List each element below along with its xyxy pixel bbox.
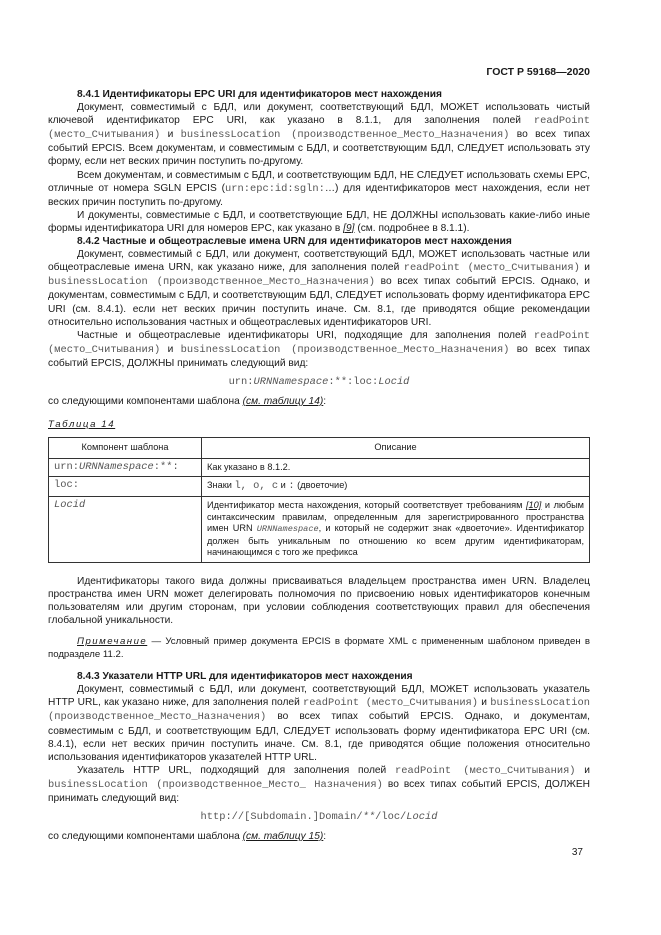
column-header: Описание [202, 438, 590, 459]
paragraph: Частные и общеотраслевые идентификаторы URI, подходящие для заполнения полей readPoint (место_Считывания) и businessLocation (производственное_Место_Назначения) во всех типах событий EPCIS, ДОЛЖНЫ принимать следующий вид: [48, 329, 590, 369]
table-row [49, 497, 590, 563]
column-header: Компонент шаблона [49, 438, 202, 459]
component-cell: Locid [49, 497, 202, 563]
paragraph: Указатель HTTP URL, подходящий для заполнения полей readPoint (место_Считывания) и businessLocation (производственное_Место_ Назначения) во всех типах событий EPCIS, ДОЛЖЕН принимать следующий вид: [48, 764, 590, 805]
paragraph: Документ, совместимый с БДЛ, или документ, соответствующий БДЛ, МОЖЕТ использовать чистый ключевой идентификатор EPC URI, как указано в 8.1.1, для заполнения полей readPoint (место_Считывания) и businessLocation (производственное_Место_Назначения) во всех типах событий EPCIS. Всем документам, и совместимым с БДЛ, и соответствующим БДЛ, СЛЕДУЕТ использовать эту форму, если нет веских причин поступить по-другому. [48, 102, 590, 168]
paragraph: Всем документам, и совместимым с БДЛ, и соответствующим БДЛ, НЕ СЛЕДУЕТ использовать схемы EPC, отличные от номера SGLN EPCIS (urn:epc:id:sgln:…) для идентификаторов мест нахождения, если нет веских причин поступить по-другому. [48, 169, 591, 208]
table-caption: Таблица 14 [48, 419, 116, 431]
component-cell: urn:URNNamespace:**: [49, 458, 202, 477]
table-header-row [49, 438, 590, 459]
page-number: 37 [571, 847, 583, 858]
page-body [48, 88, 590, 843]
table-row [49, 458, 590, 477]
http-url-template: http://[Subdomain.]Domain/**/loc/Locid [200, 811, 438, 824]
component-cell: loc: [49, 477, 202, 497]
description-cell: Как указано в 8.1.2. [202, 458, 590, 477]
paragraph: Документ, совместимый с БДЛ, или документ, соответствующий БДЛ, МОЖЕТ использовать частные или общеотраслевые имена URN, как указано ниже, для заполнения полей readPoint (место_Считывания) и businessLocation (производственное_Место_Назначения) во всех типах событий EPCIS. Однако, и документам, совместимым с БДЛ, и соответствующим БДЛ, СЛЕДУЕТ использовать форму идентификатора EPC URI (см. 8.4.1). если нет веских причин поступить иначе. См. 8.1, где приводятся общие рекомендации относительно использования частных и общеотраслевых идентификаторов URI. [48, 249, 590, 328]
note: Примечание — Условный пример документа EPCIS в формате XML с примененным шаблоном приведен в подразделе 11.2. [48, 636, 590, 660]
section-heading-8-4-1: 8.4.1 Идентификаторы EPC URI для идентификаторов мест нахождения [77, 89, 442, 100]
description-cell: Знаки l, o, c и : (двоеточие) [202, 477, 590, 497]
paragraph: Идентификаторы такого вида должны присваиваться владельцем пространства имен URN. Владелец пространства имен URN может делегировать полномочия по присвоению новых идентификаторов конечным пользователям или другим сторонам, при условии соблюдения соответствующих правил для обеспечения глобальной уникальности. [48, 576, 590, 627]
table-reference[interactable]: (см. таблицу 15) [242, 831, 324, 843]
urn-template: urn:URNNamespace:**:loc:Locid [228, 375, 410, 388]
paragraph: И документы, совместимые с БДЛ, и соответствующие БДЛ, НЕ ДОЛЖНЫ использовать какие-либо иные формы идентификатора URI для номеров EPC, как указано в [9] (см. подробнее в 8.1.1). [48, 209, 590, 234]
table-14 [48, 437, 590, 563]
table-row [49, 477, 590, 497]
table-reference[interactable]: (см. таблицу 14) [242, 396, 324, 408]
section-heading-8-4-3: 8.4.3 Указатели HTTP URL для идентификаторов мест нахождения [77, 671, 413, 683]
bibliography-reference[interactable]: [9] [343, 222, 355, 234]
bibliography-reference[interactable]: [10] [526, 500, 542, 511]
paragraph: со следующими компонентами шаблона (см. таблицу 15): [48, 831, 327, 843]
paragraph: со следующими компонентами шаблона (см. таблицу 14): [48, 396, 327, 408]
description-cell: Идентификатор места нахождения, который соответствует требованиям [10] и любым синтаксическим правилам, определенным для зарегистрированного пространства имен URN URNNamespace, и который не содержит знак «двоеточие». Идентификатор должен быть уникальным по отношению ко всем другим идентификаторам, начинающимся с того же префикса [202, 497, 590, 563]
document-id: ГОСТ Р 59168—2020 [486, 66, 590, 78]
paragraph: Документ, совместимый с БДЛ, или документ, соответствующий БДЛ, МОЖЕТ использовать указатель HTTP URL, как указано ниже, для заполнения полей readPoint (место_Считывания) и businessLocation (производственное_Место_Назначения) во всех типах событий EPCIS. Однако, и документам, совместимым с БДЛ, и соответствующим БДЛ, СЛЕДУЕТ использовать форму идентификатора EPC URI (см. 8.4.1), если нет веских причин поступить иначе. См. 8.1, где приводятся общие положения относительно использования идентификаторов указателей HTTP URL. [48, 684, 590, 763]
section-heading-8-4-2: 8.4.2 Частные и общеотраслевые имена URN для идентификаторов мест нахождения [77, 236, 512, 248]
